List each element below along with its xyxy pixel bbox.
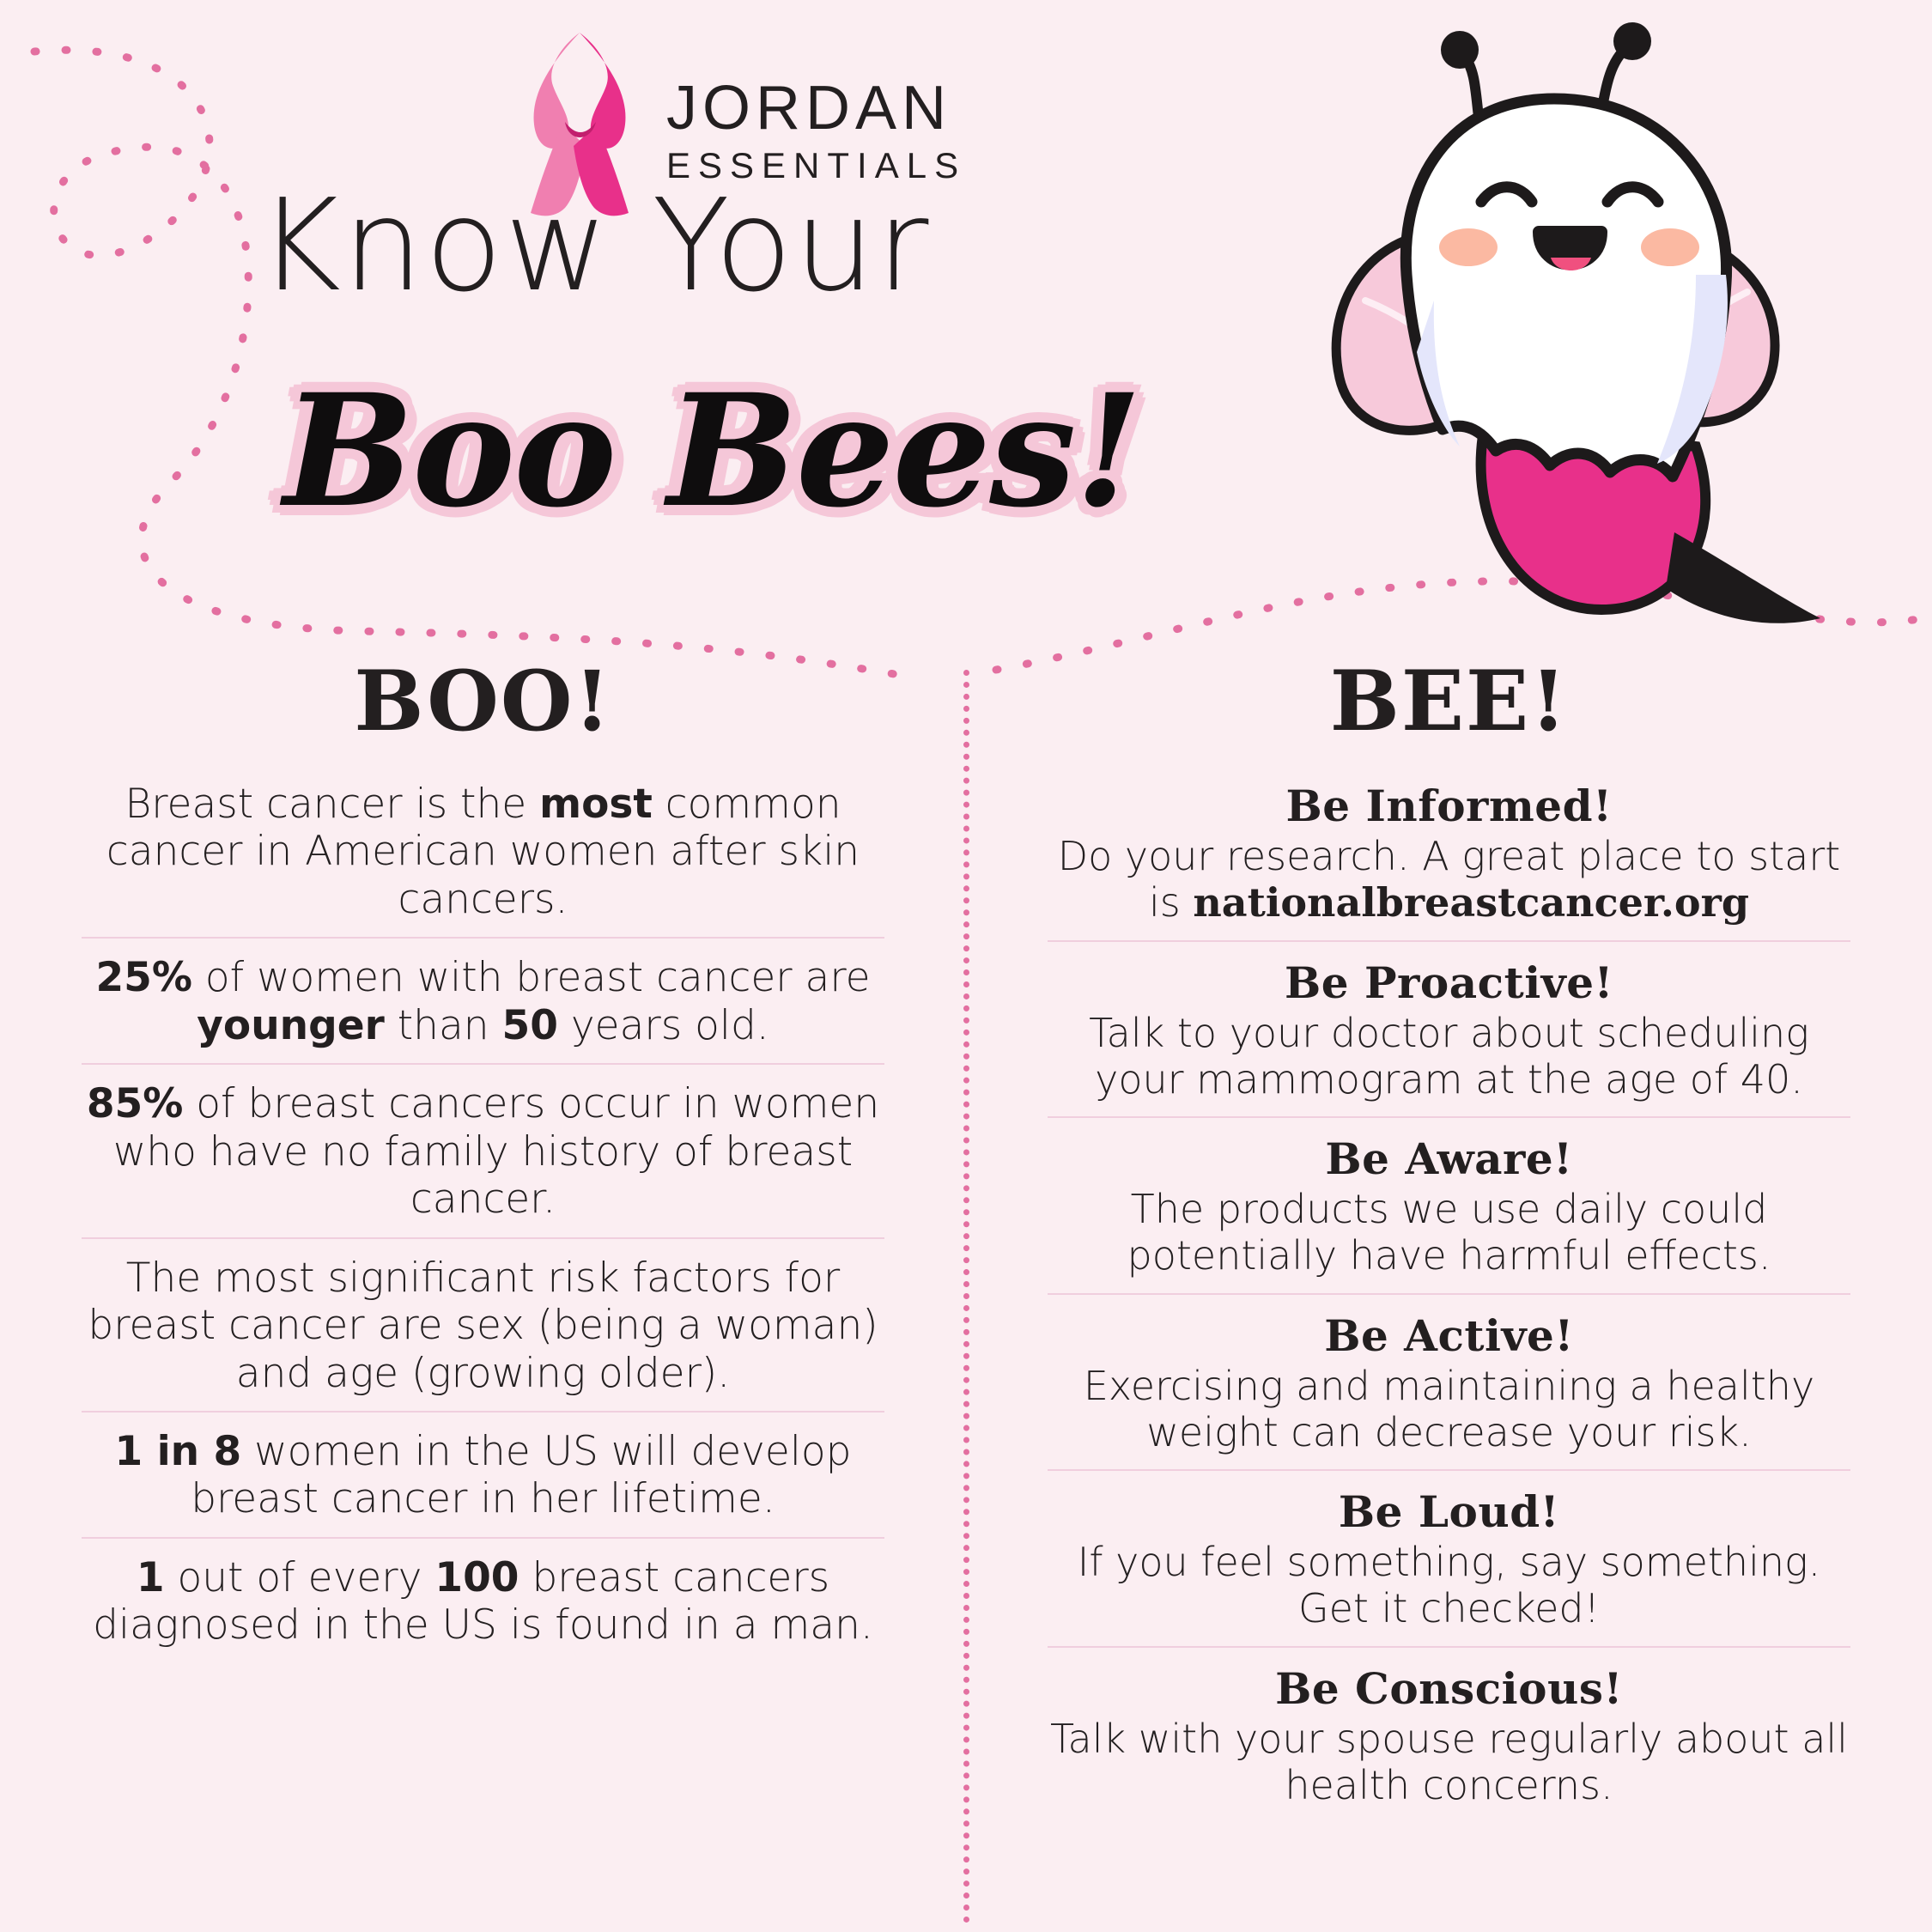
list-item bbox=[82, 1065, 884, 1238]
list-item bbox=[82, 1539, 884, 1663]
brand-name: JORDAN bbox=[666, 74, 952, 143]
list-item bbox=[1048, 1295, 1850, 1472]
page-title-line2: Boo Bees! bbox=[283, 361, 1141, 542]
bee-tip-title-6: Be Conscious! bbox=[1275, 1662, 1623, 1714]
bee-tip-title-1: Be Informed! bbox=[1285, 781, 1613, 831]
bee-tip-body-1: Do your research. A great place to start is nationalbreastcancer.org bbox=[1057, 833, 1841, 927]
list-item bbox=[82, 1239, 884, 1413]
boo-heading: BOO! bbox=[354, 653, 612, 750]
list-item bbox=[82, 765, 884, 939]
bee-tip-title-5: Be Loud! bbox=[1338, 1486, 1560, 1538]
header bbox=[0, 0, 1932, 670]
boo-fact-4: The most significant risk factors for breast cancer are sex (being a woman) and age (growing older). bbox=[88, 1254, 878, 1397]
page-title-line1: Know Your bbox=[258, 172, 931, 319]
list-item bbox=[1048, 1118, 1850, 1295]
bee-tip-body-5: If you feel something, say something. Get it checked! bbox=[1077, 1539, 1821, 1632]
boo-fact-6: 1 out of every 100 breast cancers diagnosed in the US is found in a man. bbox=[93, 1553, 873, 1649]
list-item bbox=[1048, 765, 1850, 942]
content-columns bbox=[0, 653, 1932, 1822]
list-item bbox=[1048, 1648, 1850, 1823]
boo-fact-5: 1 in 8 women in the US will develop breast cancer in her lifetime. bbox=[114, 1427, 852, 1523]
boo-fact-2: 25% of women with breast cancer are younger than 50 years old. bbox=[95, 954, 871, 1049]
list-item bbox=[1048, 1471, 1850, 1648]
bee-tip-title-3: Be Aware! bbox=[1325, 1133, 1573, 1185]
bee-heading: BEE! bbox=[1329, 653, 1569, 750]
boo-fact-1: Breast cancer is the most common cancer in American women after skin cancers. bbox=[106, 781, 860, 923]
brand-subtitle: ESSENTIALS bbox=[666, 145, 967, 185]
list-item bbox=[82, 1413, 884, 1539]
bee-tip-title-2: Be Proactive! bbox=[1284, 957, 1613, 1008]
boo-column bbox=[0, 653, 966, 1822]
boo-fact-3: 85% of breast cancers occur in women who have no family history of breast cancer. bbox=[86, 1080, 880, 1224]
ghost-bee-illustration bbox=[1305, 17, 1838, 653]
list-item bbox=[1048, 942, 1850, 1119]
list-item bbox=[82, 939, 884, 1065]
bee-column bbox=[966, 653, 1932, 1822]
bee-tip-body-2: Talk to your doctor about scheduling your mammogram at the age of 40. bbox=[1089, 1009, 1809, 1103]
bee-tip-body-3: The products we use daily could potentially have harmful effects. bbox=[1127, 1186, 1771, 1279]
bee-tip-body-6: Talk with your spouse regularly about all health concerns. bbox=[1050, 1715, 1848, 1808]
bee-tip-title-4: Be Active! bbox=[1324, 1309, 1574, 1361]
bee-tip-body-4: Exercising and maintaining a healthy weight can decrease your risk. bbox=[1083, 1362, 1815, 1455]
column-divider bbox=[963, 670, 969, 1923]
